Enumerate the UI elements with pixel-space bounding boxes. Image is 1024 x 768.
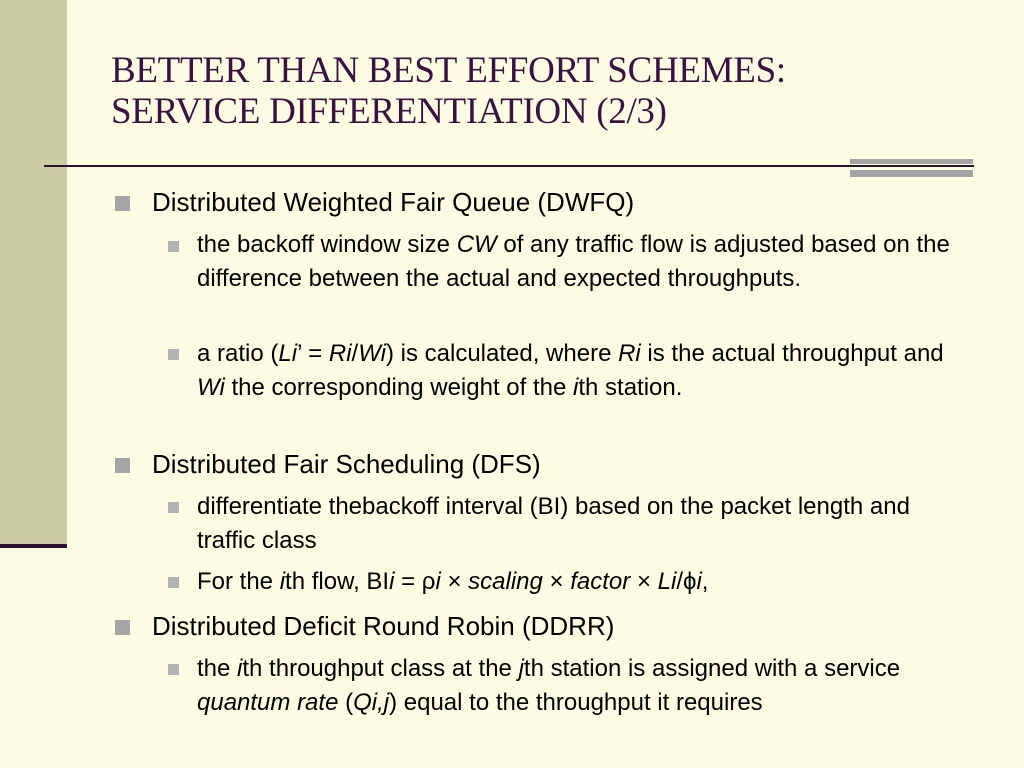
title-line-1: BETTER THAN BEST EFFORT SCHEMES:	[111, 50, 786, 91]
title-line-2: SERVICE DIFFERENTIATION (2/3)	[111, 91, 667, 132]
sub-bullet-dwfq-ratio	[197, 337, 967, 405]
text-run-italic: Wi	[358, 340, 386, 367]
text-run: ) is calculated, where	[385, 340, 619, 367]
text-run: /	[351, 340, 359, 367]
text-run-italic: quantum rate	[197, 689, 339, 716]
text-run: th throughput class at the	[242, 655, 519, 682]
text-run-italic: Li	[278, 340, 298, 367]
text-run-italic: CW	[456, 231, 497, 258]
text-run: th flow, BI	[285, 568, 390, 595]
sub-bullet-dwfq-backoff	[197, 228, 967, 296]
text-run-italic: scaling	[468, 568, 543, 595]
text-run: the corresponding weight of the	[224, 374, 574, 401]
text-run: ×	[630, 568, 658, 595]
text-run-italic: Ri	[618, 340, 641, 367]
text-run: of any traffic flow is adjusted based on the difference between the actual and expected throughputs.	[197, 231, 950, 292]
text-run-italic: i	[237, 655, 243, 682]
text-run: ,	[701, 568, 709, 595]
text-run: a ratio (	[197, 340, 279, 367]
text-run: ×	[542, 568, 571, 595]
text-run: For the	[197, 568, 280, 595]
text-run: /ϕ	[676, 568, 697, 595]
text-run: ’ =	[297, 340, 329, 367]
text-run: = ρ	[394, 568, 436, 595]
text-run: ) equal to the throughput it requires	[389, 689, 763, 716]
sub-bullet-square-icon	[168, 349, 179, 360]
bullet-ddrr: Distributed Deficit Round Robin (DDRR)	[152, 611, 615, 641]
text-run: the backoff window size	[197, 231, 457, 258]
text-run: (	[338, 689, 354, 716]
text-run: ×	[440, 568, 469, 595]
text-run-italic: i	[389, 568, 395, 595]
text-run-italic: i	[573, 374, 579, 401]
sub-bullet-square-icon	[168, 502, 179, 513]
text-run-italic: Ri	[328, 340, 352, 367]
text-run-italic: i	[279, 568, 286, 595]
sub-bullet-square-icon	[168, 664, 179, 675]
sub-bullet-ddrr-quantum	[197, 652, 967, 720]
bullet-dwfq: Distributed Weighted Fair Queue (DWFQ)	[152, 187, 635, 217]
sub-bullet-dfs-formula	[197, 565, 967, 599]
text-run: th station.	[578, 374, 683, 401]
text-run-italic: i	[696, 568, 702, 595]
bullet-square-icon	[115, 458, 130, 473]
text-run-italic: factor	[570, 568, 631, 595]
bullet-square-icon	[115, 196, 130, 211]
text-run-italic: j	[518, 655, 524, 682]
sub-bullet-square-icon	[168, 241, 179, 252]
text-run-italic: i	[435, 568, 441, 595]
text-run-italic: Li	[657, 568, 677, 595]
text-run: the	[197, 655, 238, 682]
text-run: th station is assigned with a service	[523, 655, 901, 682]
text-run-italic: Wi	[197, 374, 225, 401]
bullet-square-icon	[115, 620, 130, 635]
bullet-dfs: Distributed Fair Scheduling (DFS)	[152, 449, 541, 479]
text-run: is the actual throughput and	[640, 340, 944, 367]
sub-bullet-dfs-differentiate: differentiate thebackoff interval (BI) based on the packet length and traffic class	[197, 493, 910, 554]
text-run-italic: Qi,j	[353, 689, 390, 716]
sub-bullet-square-icon	[168, 577, 179, 588]
